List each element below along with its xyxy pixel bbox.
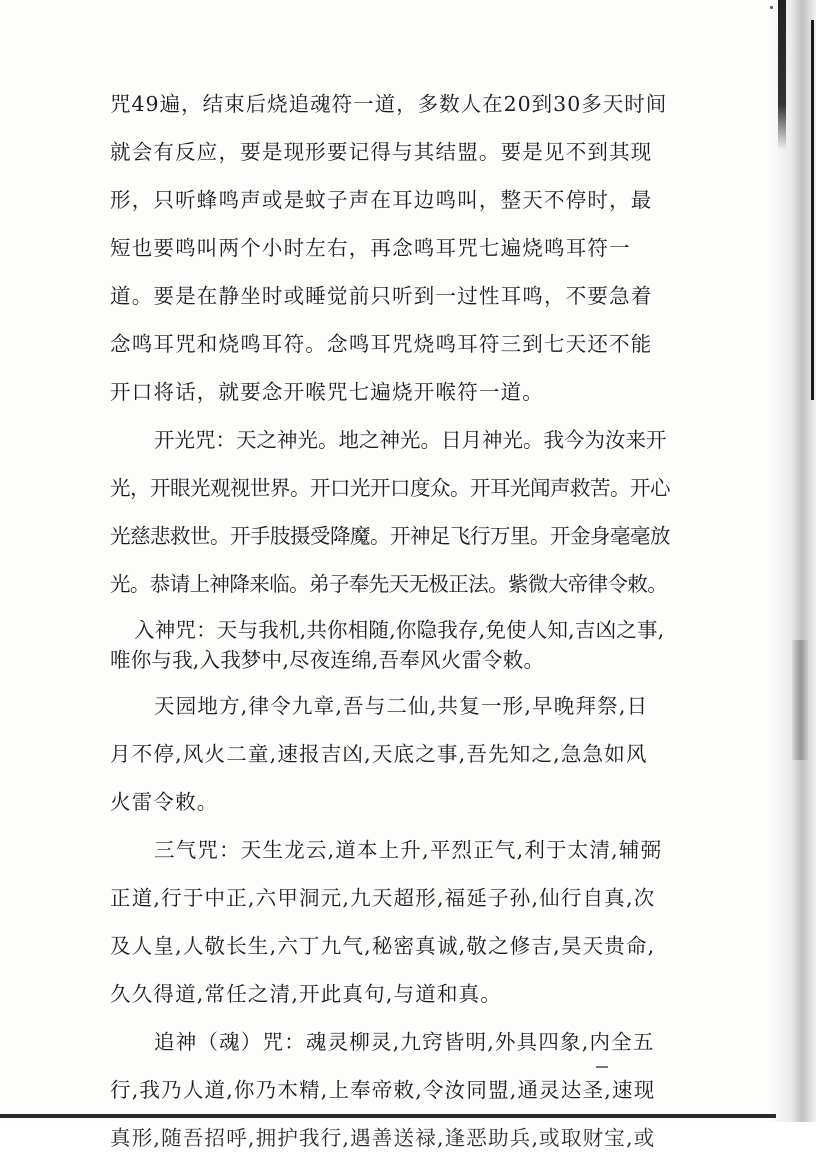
- text-line: 行,我乃人道,你乃木精,上奉帝敕,令汝同盟,通灵达圣,速现: [110, 1078, 656, 1102]
- text-line: 光慈悲救世。开手肢摄受降魔。开神足飞行万里。开金身毫毫放: [110, 524, 670, 548]
- scan-dot: [770, 6, 773, 9]
- text-line: 正道,行于中正,六甲洞元,九天超形,福延子孙,仙行自真,次: [110, 886, 656, 910]
- text-line: 道。要是在静坐时或睡觉前只听到一过性耳鸣，不要急着: [110, 284, 653, 308]
- paragraph-first-line: 三气咒：天生龙云,道本上升,平烈正气,利于太清,辅弼: [154, 838, 663, 862]
- scan-mark-right-edge: [811, 20, 814, 400]
- text-line: 光，开眼光观视世界。开口光开口度众。开耳光闻声救苦。开心: [110, 476, 670, 500]
- text-line: 月不停,风火二童,速报吉凶,天底之事,吾先知之,急急如风: [110, 742, 648, 766]
- scan-smudge-right: [792, 640, 808, 760]
- text-line: 开口将话，就要念开喉咒七遍烧开喉符一道。: [110, 380, 544, 404]
- paragraph-first-line: 天园地方,律令九章,吾与二仙,共复一形,早晚拜祭,日: [154, 694, 649, 718]
- text-line: 就会有反应，要是现形要记得与其结盟。要是见不到其现: [110, 140, 653, 164]
- text-line: 咒49遍，结束后烧追魂符一道，多数人在20到30多天时间: [110, 92, 668, 116]
- text-line: 光。恭请上神降来临。弟子奉先天无极正法。紫微大帝律令敕。: [110, 572, 668, 596]
- scan-bottom-edge: [0, 1114, 776, 1118]
- paragraph-first-line: 追神（魂）咒：魂灵柳灵,九窍皆明,外具四象,内全五: [154, 1030, 655, 1054]
- scan-mark-top-right: [778, 0, 786, 150]
- paragraph-first-line: 入神咒：天与我机,共你相随,你隐我存,免使人知,吉凶之事,: [134, 618, 665, 642]
- scan-shadow-right: [770, 0, 816, 1122]
- text-line: 真形,随吾招呼,拥护我行,遇善送禄,逢恶助兵,或取财宝,或: [110, 1126, 656, 1150]
- text-line: 念鸣耳咒和烧鸣耳符。念鸣耳咒烧鸣耳符三到七天还不能: [110, 332, 653, 356]
- text-line: 短也要鸣叫两个小时左右，再念鸣耳咒七遍烧鸣耳符一: [110, 236, 631, 260]
- text-line: 及人皇,人敬长生,六丁九气,秘密真诚,敬之修吉,昊天贵命,: [110, 934, 656, 958]
- scan-dash: [596, 1066, 608, 1068]
- text-line: 形，只听蜂鸣声或是蚊子声在耳边鸣叫，整天不停时，最: [110, 188, 653, 212]
- text-line: 火雷令敕。: [110, 790, 219, 814]
- paragraph-first-line: 开光咒：天之神光。地之神光。日月神光。我今为汝来开: [154, 428, 667, 452]
- text-line: 唯你与我,入我梦中,尽夜连绵,吾奉风火雷令敕。: [110, 648, 545, 672]
- text-line: 久久得道,常任之清,开此真句,与道和真。: [110, 982, 503, 1006]
